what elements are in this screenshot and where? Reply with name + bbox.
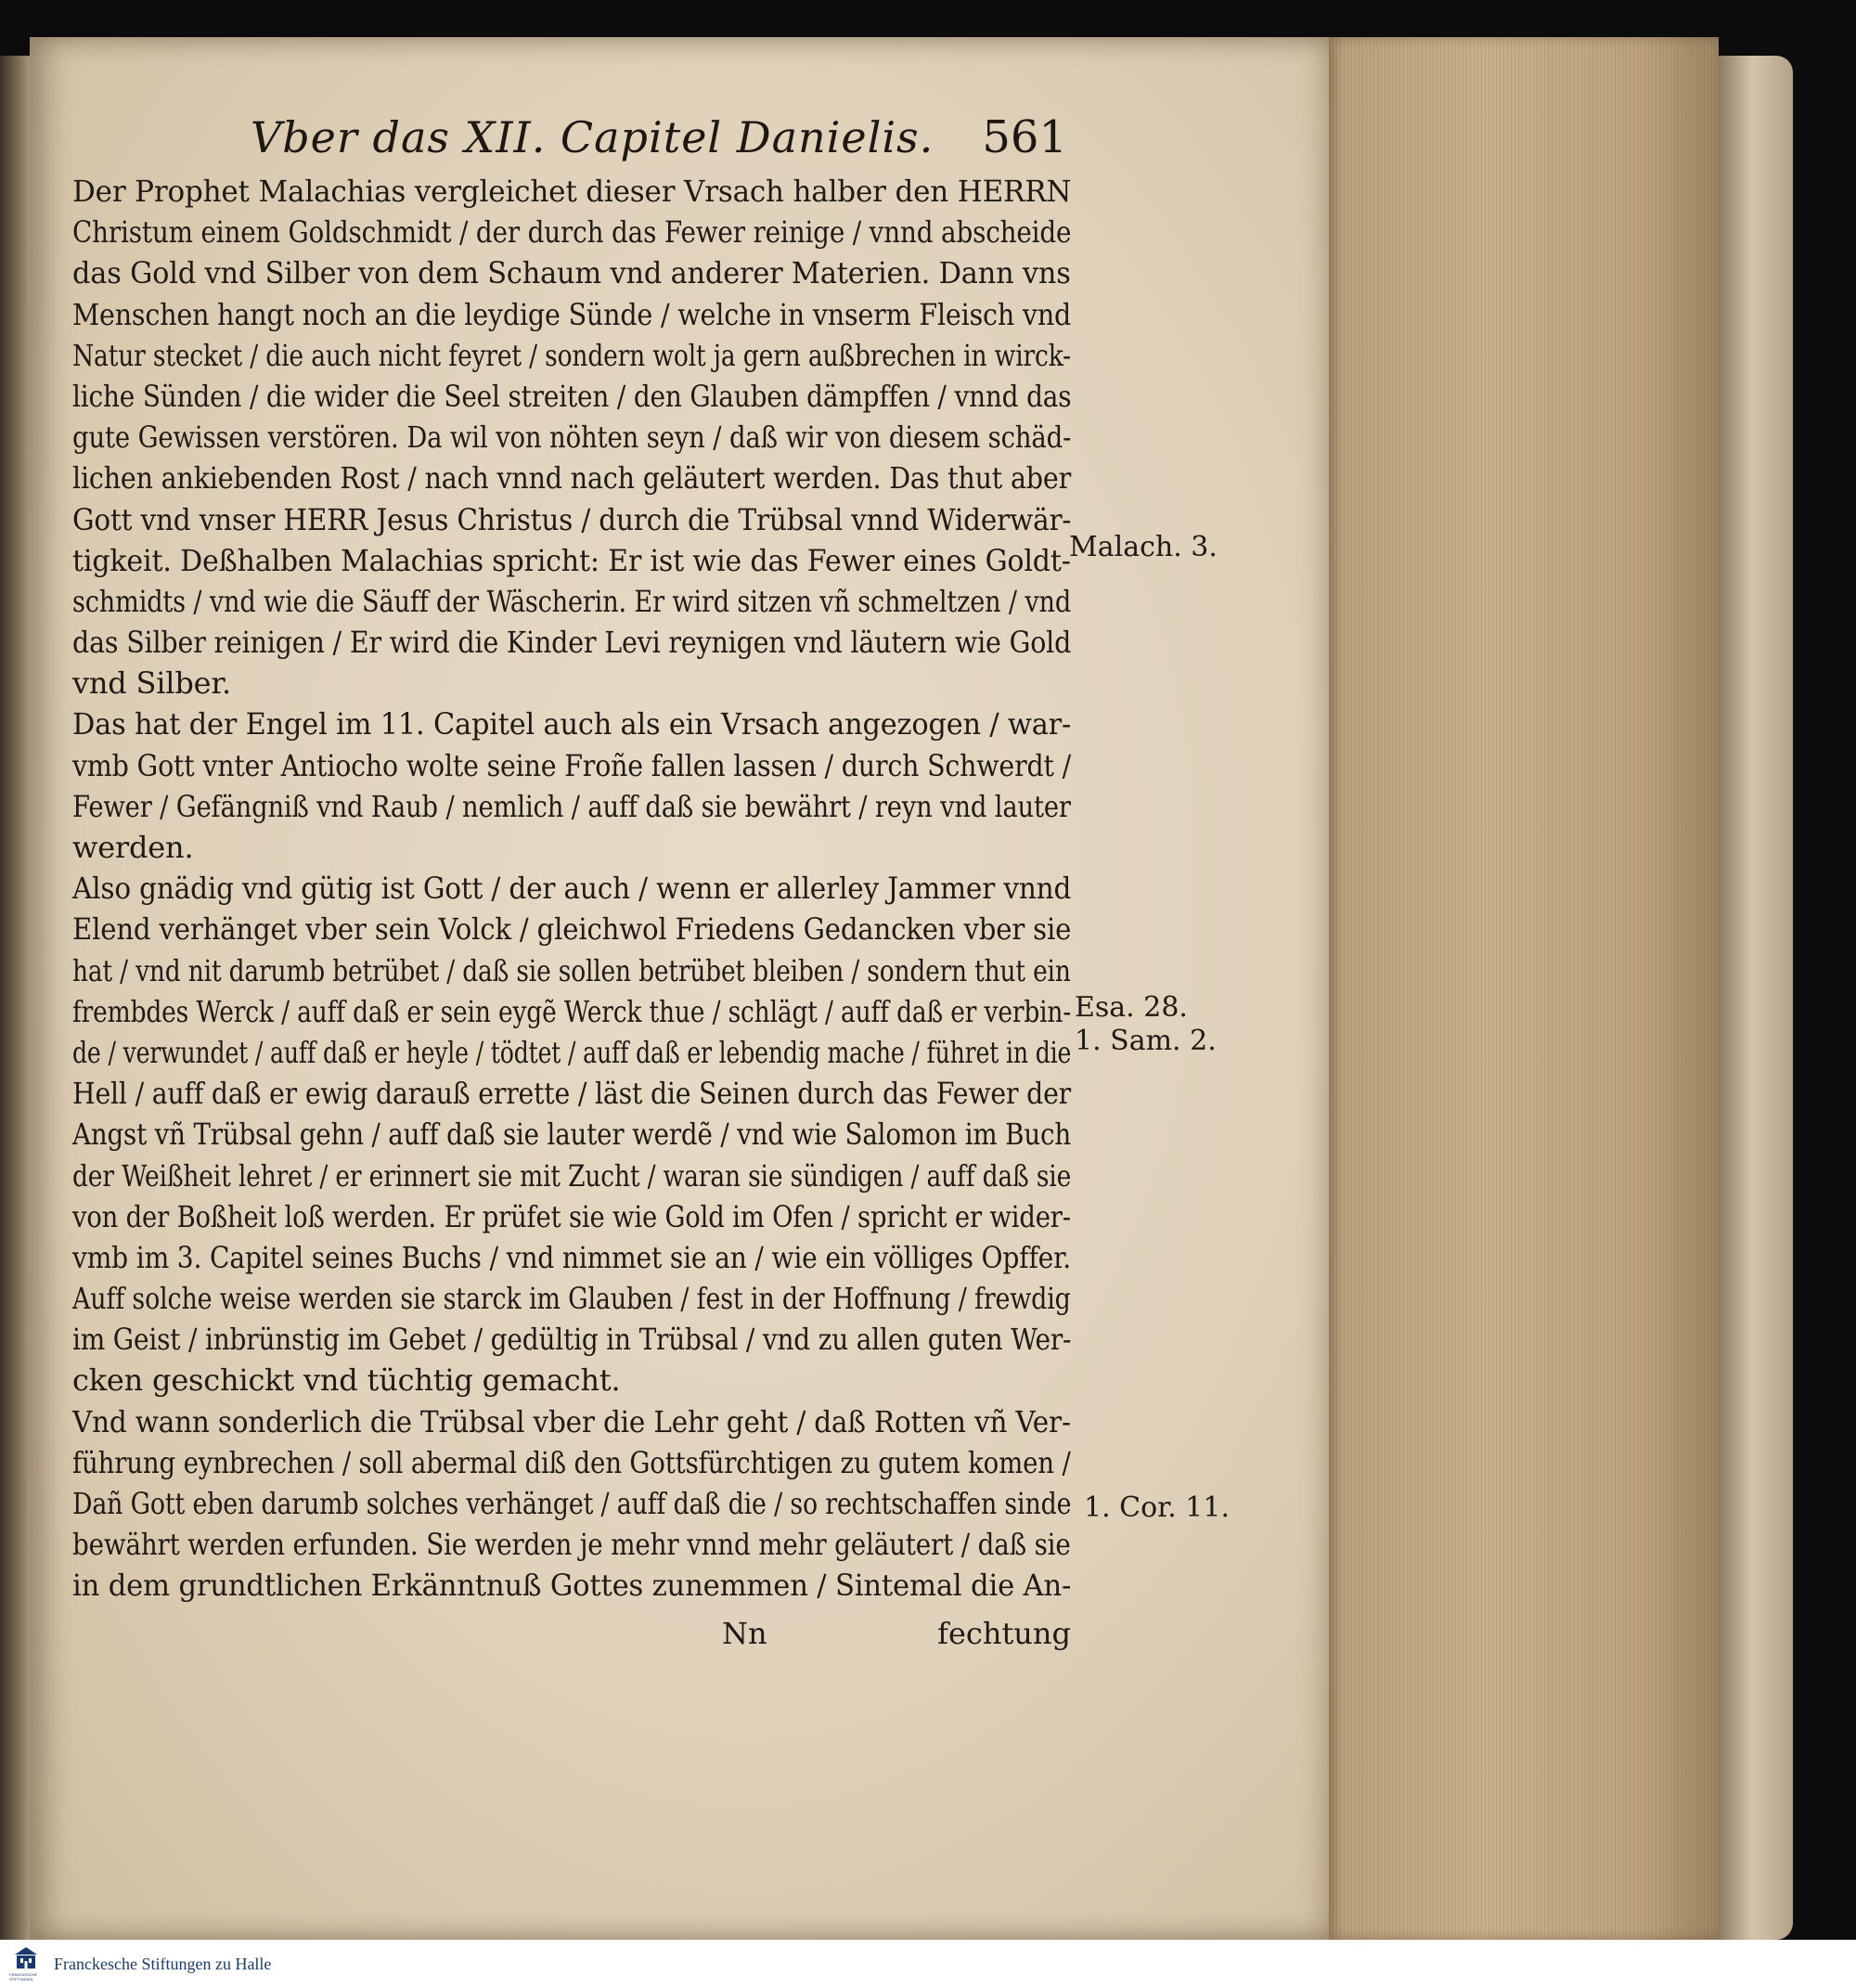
text-line: Hell / auff daß er ewig darauß errette / läst die Seinen durch das Fewer der [72, 1076, 1071, 1112]
running-head-title: Vber das XII. Capitel Danielis. [251, 112, 934, 162]
text-line: liche Sünden / die wider die Seel streiten / den Glauben dämpffen / vnnd das [72, 378, 1072, 414]
text-line: tigkeit. Deßhalben Malachias spricht: Er ist wie das Fewer eines Goldt- [72, 542, 1071, 578]
marginal-note-corinthians: 1. Cor. 11. [1084, 1491, 1231, 1524]
text-line: Der Prophet Malachias vergleichet dieser Vrsach halber den HERRN [72, 174, 1072, 209]
text-line: Dañ Gott eben darumb solches verhänget / auff daß die / so rechtschaffen sinde [72, 1486, 1072, 1521]
body-text [72, 171, 1071, 1607]
text-line: vmb Gott vnter Antiocho wolte seine Froñe fallen lassen / durch Schwerdt / [72, 747, 1072, 783]
text-line: Menschen hangt noch an die leydige Sünde / welche in vnserm Fleisch vnd [72, 296, 1072, 332]
logo-caption: FRANCKESCHE STIFTUNGEN [9, 1972, 38, 1982]
text-line: Angst vñ Trübsal gehn / auff daß sie lauter werdẽ / vnd wie Salomon im Buch [72, 1117, 1072, 1153]
marginal-note-malachi: Malach. 3. [1069, 531, 1218, 563]
text-line: cken geschickt vnd tüchtig gemacht. [72, 1362, 621, 1399]
previous-page-edge [0, 56, 30, 1940]
text-line: Vnd wann sonderlich die Trübsal vber die Lehr geht / daß Rotten vñ Ver- [72, 1403, 1071, 1439]
catchword-line [72, 1616, 1071, 1662]
signature-mark: Nn [722, 1616, 767, 1651]
footer-bar [0, 1940, 1856, 1988]
text-line: Also gnädig vnd gütig ist Gott / der auch / wenn er allerley Jammer vnnd [72, 871, 1072, 907]
text-line: das Silber reinigen / Er wird die Kinder Levi reynigen vnd läutern wie Gold [72, 625, 1072, 661]
text-line: vmb im 3. Capitel seines Buchs / vnd nimmet sie an / wie ein völliges Opffer. [72, 1239, 1072, 1275]
text-line: Natur stecket / die auch nicht feyret / sondern wolt ja gern außbrechen in wirck- [72, 337, 1071, 373]
catchword: fechtung [937, 1616, 1071, 1651]
text-line: werden. [72, 830, 194, 865]
book-cover-edge [1719, 56, 1793, 1940]
text-line: im Geist / inbrünstig im Gebet / gedültig in Trübsal / vnd zu allen guten Wer- [72, 1322, 1072, 1358]
text-line: Fewer / Gefängniß vnd Raub / nemlich / auff daß sie bewährt / reyn vnd lauter [72, 788, 1071, 824]
text-line: gute Gewissen verstören. Da wil von nöhten seyn / daß wir von diesem schäd- [72, 420, 1072, 456]
book-fore-edge [1329, 37, 1719, 1940]
footer-label[interactable]: Franckesche Stiftungen zu Halle [54, 1954, 272, 1973]
text-line: hat / vnd nit darumb betrübet / daß sie sollen betrübet bleiben / sondern thut ein [72, 952, 1071, 988]
text-line: bewährt werden erfunden. Sie werden je mehr vnnd mehr geläutert / daß sie [72, 1527, 1071, 1563]
text-line: in dem grundtlichen Erkänntnuß Gottes zunemmen / Sintemal die An- [72, 1568, 1072, 1604]
text-line: frembdes Werck / auff daß er sein eygẽ Werck thue / schlägt / auff daß er verbin- [72, 993, 1072, 1029]
text-line: Gott vnd vnser HERR Jesus Christus / durch die Trübsal vnnd Widerwär- [72, 501, 1072, 537]
page-number: 561 [982, 111, 1067, 163]
text-line: schmidts / vnd wie die Säuff der Wäscherin. Er wird sitzen vñ schmeltzen / vnd [72, 583, 1072, 619]
text-line: das Gold vnd Silber von dem Schaum vnd anderer Materien. Dann vns [72, 255, 1071, 291]
text-line: Elend verhänget vber sein Volck / gleichwol Friedens Gedancken vber sie [72, 911, 1072, 948]
text-line: führung eynbrechen / soll abermal diß den Gottsfürchtigen zu gutem komen / [72, 1444, 1071, 1480]
text-line: von der Boßheit loß werden. Er prüfet sie wie Gold im Ofen / spricht er wider- [72, 1198, 1071, 1234]
building-icon [12, 1946, 40, 1972]
text-line: Christum einem Goldschmidt / der durch das Fewer reinige / vnnd abscheide [72, 214, 1072, 251]
text-line: lichen ankiebenden Rost / nach vnnd nach geläutert werden. Das thut aber [72, 460, 1072, 497]
marginal-note-isaiah: Esa. 28. [1075, 991, 1188, 1024]
text-line: Auff solche weise werden sie starck im Glauben / fest in der Hoffnung / frewdig [72, 1281, 1071, 1317]
text-line: vnd Silber. [72, 665, 231, 702]
running-head [251, 111, 1067, 163]
text-line: der Weißheit lehret / er erinnert sie mit Zucht / waran sie sündigen / auff daß sie [72, 1157, 1072, 1194]
text-line: de / verwundet / auff daß er heyle / tödtet / auff daß er lebendig mache / führet in die [72, 1034, 1072, 1070]
foundation-logo-icon[interactable] [9, 1945, 43, 1982]
marginal-note-samuel: 1. Sam. 2. [1075, 1025, 1217, 1057]
text-line: Das hat der Engel im 11. Capitel auch als ein Vrsach angezogen / war- [72, 706, 1072, 742]
